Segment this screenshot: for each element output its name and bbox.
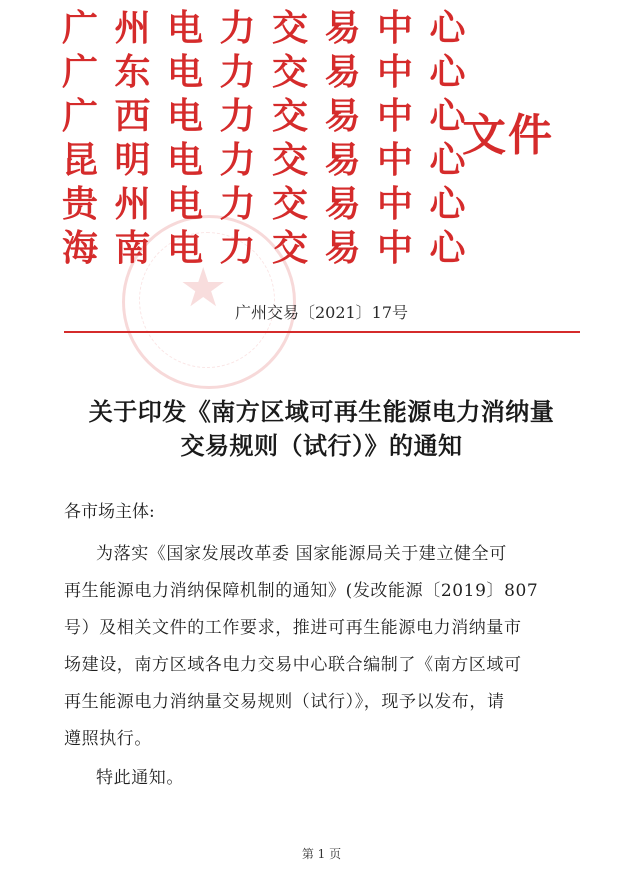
- paragraph-line: 再生能源电力消纳保障机制的通知》(发改能源〔2019〕807: [64, 581, 539, 601]
- issuing-organizations-header: [62, 6, 582, 270]
- document-type-label: 文件: [462, 110, 554, 161]
- document-title-line-2: 交易规则（试行）》的通知: [180, 431, 463, 460]
- document-number: 广州交易〔2021〕17号: [234, 303, 409, 322]
- org-row-guangxi: 广 西 电 力 交 易 中 心: [62, 95, 466, 137]
- org-row-guangzhou: 广 州 电 力 交 易 中 心: [62, 7, 466, 49]
- paragraph-line: 再生能源电力消纳量交易规则（试行）》，现予以发布，请: [64, 692, 505, 712]
- org-row-guizhou: 贵 州 电 力 交 易 中 心: [62, 183, 466, 225]
- paragraph-line: 号）及相关文件的工作要求，推进可再生能源电力消纳量市: [64, 618, 522, 638]
- org-row-kunming: 昆 明 电 力 交 易 中 心: [62, 139, 466, 181]
- page-number: 第 1 页: [301, 847, 342, 861]
- org-row-guangdong: 广 东 电 力 交 易 中 心: [62, 51, 466, 93]
- paragraph-line: 场建设，南方区域各电力交易中心联合编制了《南方区域可: [64, 655, 522, 675]
- star-icon: ★: [179, 256, 228, 319]
- red-divider-line: [64, 331, 580, 333]
- org-row-hainan: 海 南 电 力 交 易 中 心: [62, 227, 466, 269]
- salutation: 各市场主体:: [64, 502, 155, 522]
- paragraph-line: 遵照执行。: [64, 729, 152, 749]
- document-title-line-1: 关于印发《南方区域可再生能源电力消纳量: [88, 397, 555, 426]
- paragraph-line: 为落实《国家发展改革委 国家能源局关于建立健全可: [96, 544, 507, 564]
- closing-line: 特此通知。: [96, 768, 184, 788]
